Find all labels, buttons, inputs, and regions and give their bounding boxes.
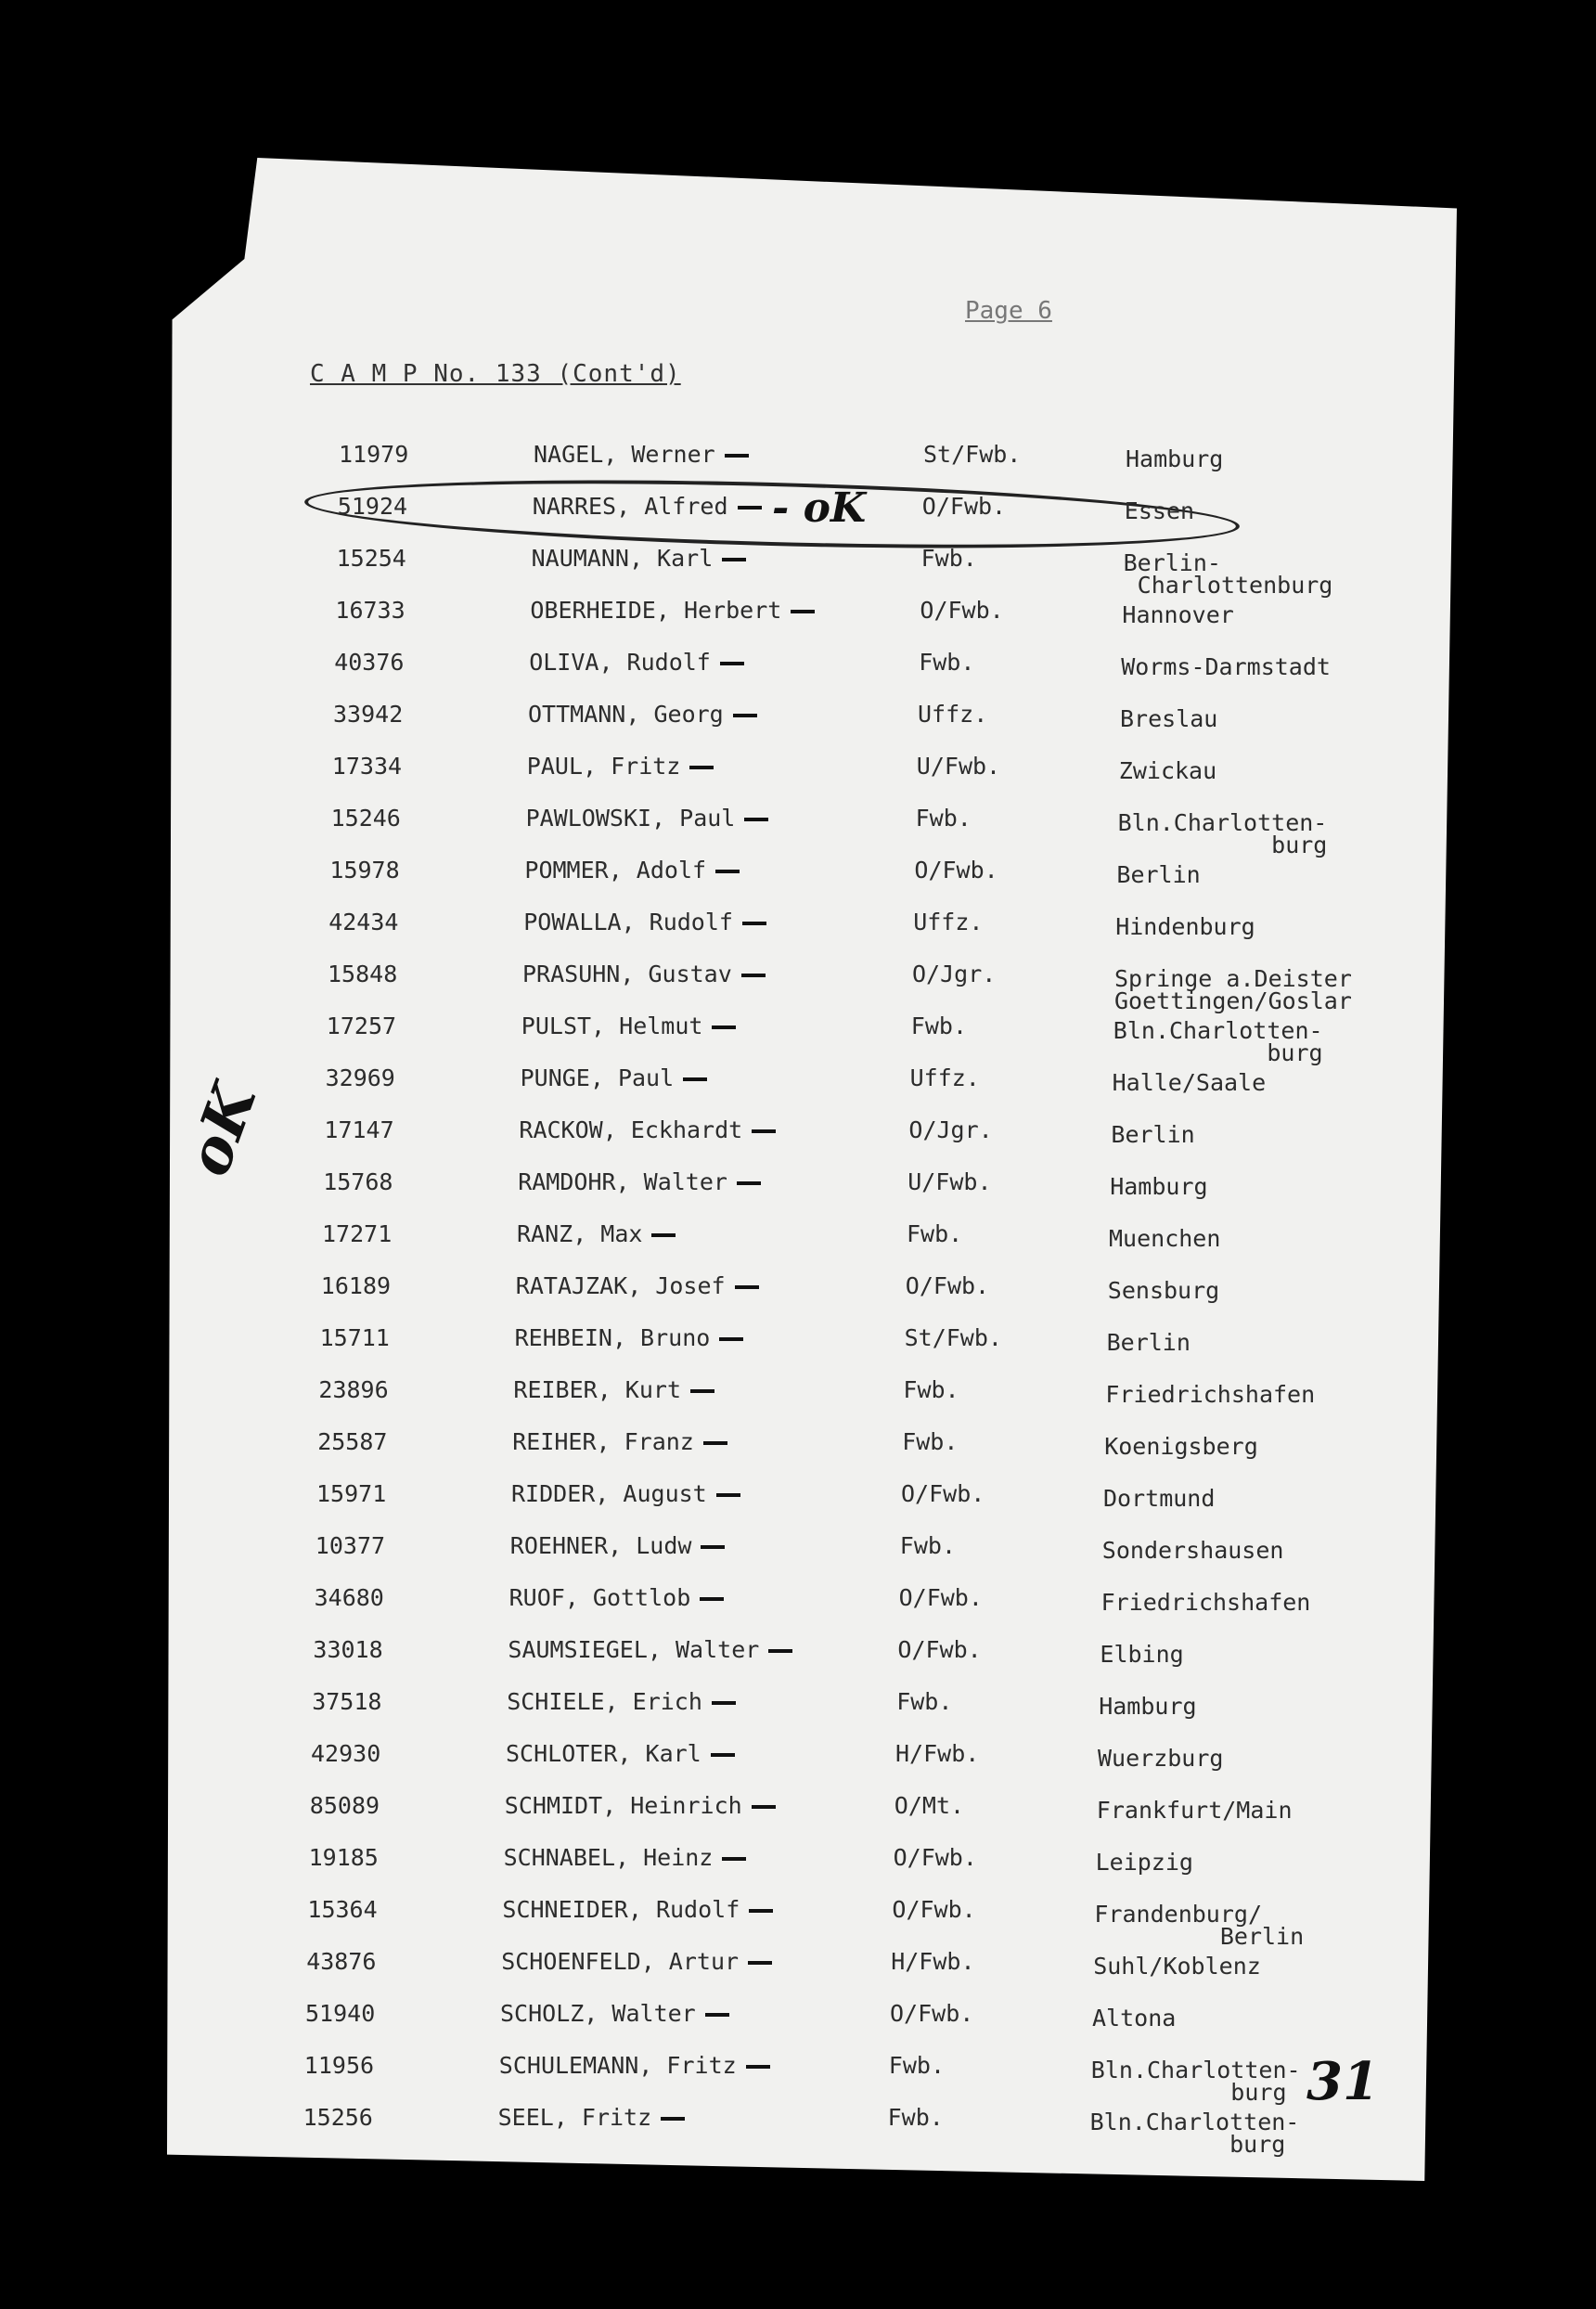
hometown: Berlin [1106,1329,1191,1356]
roster-number: 16189 [320,1272,392,1299]
rank: Fwb. [902,1428,959,1455]
handwritten-ok-inline: - oK [772,484,867,532]
hometown: Wuerzburg [1098,1745,1224,1772]
roster-number: 11956 [303,2052,375,2079]
person-name: RANZ, Max [517,1220,676,1247]
rank: Fwb. [907,1220,963,1247]
roster-number: 51940 [305,2000,376,2027]
rank: H/Fwb. [891,1948,975,1975]
person-name: SCHLOTER, Karl [506,1740,735,1767]
rank: U/Fwb. [916,753,1001,780]
hometown: Friedrichshafen [1100,1589,1311,1616]
hometown: Suhl/Koblenz [1093,1953,1261,1980]
roster-number: 42930 [311,1740,381,1767]
hometown: Berlin [1111,1121,1195,1148]
person-name: OBERHEIDE, Herbert [530,597,815,624]
hometown: Hindenburg [1115,913,1255,940]
rank: Fwb. [919,649,975,676]
person-name: POWALLA, Rudolf [523,909,766,935]
rank: Fwb. [899,1532,957,1559]
hometown: Frandenburg/ Berlin [1094,1901,1305,1950]
hometown: Berlin [1116,861,1201,888]
hometown: Berlin- Charlottenburg [1123,549,1333,599]
hometown: Muenchen [1109,1225,1221,1252]
person-name: RACKOW, Eckhardt [519,1116,776,1143]
person-name: SCHNABEL, Heinz [504,1844,747,1871]
roster-number: 40376 [334,649,405,676]
rank: O/Fwb. [914,857,998,884]
roster-number: 33942 [333,701,404,728]
roster-number: 10377 [315,1532,386,1559]
rank: Fwb. [888,2052,946,2079]
person-name: PUNGE, Paul [521,1064,708,1091]
roster-number: 17147 [324,1116,394,1143]
hometown: Frankfurt/Main [1096,1797,1293,1824]
hometown: Dortmund [1103,1485,1216,1512]
roster-number: 42434 [328,909,399,935]
hometown: Essen [1124,497,1195,524]
roster-number: 25587 [317,1428,388,1455]
roster-number: 15364 [307,1896,378,1923]
rank: Fwb. [920,545,977,572]
hometown: Springe a.Deister Goettingen/Goslar [1114,965,1352,1014]
rank: O/Fwb. [897,1636,982,1663]
rank: O/Jgr. [912,961,997,987]
roster-number: 15254 [336,545,406,572]
rank: Fwb. [915,805,972,832]
person-name: POMMER, Adolf [524,857,740,884]
hometown: Hamburg [1099,1693,1197,1720]
roster-number: 33018 [313,1636,383,1663]
person-name: PAWLOWSKI, Paul [526,805,769,832]
rank: O/Fwb. [890,2000,974,2027]
person-name: SCHNEIDER, Rudolf [502,1896,773,1923]
rank: Uffz. [909,1064,980,1091]
roster-number: 19185 [308,1844,379,1871]
roster-number: 32969 [325,1064,395,1091]
rank: O/Fwb. [893,1844,977,1871]
hometown: Breslau [1120,705,1218,732]
person-name: RUOF, Gottlob [509,1584,725,1611]
roster-number: 15978 [329,857,400,884]
hometown: Hannover [1122,601,1234,628]
page-number: Page 6 [965,297,1052,325]
person-name: OLIVA, Rudolf [529,649,744,676]
rank: Uffz. [918,701,988,728]
rank: Fwb. [896,1688,953,1715]
person-name: PULST, Helmut [521,1013,737,1039]
hometown: Sondershausen [1101,1537,1284,1564]
roster-number: 85089 [309,1792,380,1819]
roster-number: 15848 [328,961,398,987]
hometown: Altona [1092,2005,1177,2032]
hometown: Friedrichshafen [1105,1381,1316,1408]
roster-number: 43876 [306,1948,377,1975]
rank: O/Jgr. [908,1116,993,1143]
hometown: Bln.Charlotten- burg [1113,1017,1323,1066]
person-name: SEEL, Fritz [498,2104,686,2131]
hometown: Hamburg [1110,1173,1208,1200]
person-name: SCHOLZ, Walter [500,2000,729,2027]
roster-number: 17334 [331,753,403,780]
rank: Fwb. [887,2104,944,2131]
rank: St/Fwb. [904,1324,1002,1351]
person-name: PRASUHN, Gustav [522,961,766,987]
person-name: RIDDER, August [511,1480,740,1507]
person-name: SCHIELE, Erich [507,1688,736,1715]
roster-number: 11979 [339,441,409,468]
rank: O/Fwb. [898,1584,983,1611]
person-name: OTTMANN, Georg [528,701,757,728]
roster-number: 51924 [337,493,408,520]
roster-number: 34680 [314,1584,384,1611]
rank: Fwb. [910,1013,968,1039]
person-name: NARRES, Alfred [533,493,762,520]
person-name: NAGEL, Werner [534,441,749,468]
person-name: REIHER, Franz [512,1428,727,1455]
person-name: REHBEIN, Bruno [515,1324,744,1351]
roster-number: 15768 [323,1168,393,1195]
hometown: Bln.Charlotten- burg [1089,2109,1300,2158]
hometown: Leipzig [1095,1849,1193,1876]
hometown: Halle/Saale [1112,1069,1267,1096]
hometown: Hamburg [1126,445,1224,472]
rank: U/Fwb. [907,1168,992,1195]
rank: Uffz. [913,909,984,935]
person-name: SCHMIDT, Heinrich [505,1792,776,1819]
hometown: Sensburg [1107,1277,1220,1304]
person-name: NAUMANN, Karl [532,545,747,572]
roster-number: 17257 [326,1013,397,1039]
hometown: Koenigsberg [1104,1433,1258,1460]
rank: O/Fwb. [892,1896,976,1923]
rank: Fwb. [903,1376,959,1403]
person-name: PAUL, Fritz [527,753,714,780]
handwritten-ok-margin: oK [174,1075,271,1185]
rank: O/Mt. [894,1792,965,1819]
roster-number: 17271 [322,1220,393,1247]
rank: O/Fwb. [920,597,1004,624]
roster-number: 16733 [335,597,405,624]
hometown: Bln.Charlotten- burg [1090,2057,1301,2106]
roster-number: 15711 [319,1324,390,1351]
person-name: SCHULEMANN, Fritz [499,2052,770,2079]
rank: O/Fwb. [901,1480,985,1507]
roster-number: 37518 [312,1688,382,1715]
person-name: SAUMSIEGEL, Walter [508,1636,792,1663]
rank: H/Fwb. [895,1740,980,1767]
hometown: Bln.Charlotten- burg [1117,809,1328,858]
person-name: RATAJZAK, Josef [516,1272,759,1299]
camp-heading: C A M P No. 133 (Cont'd) [310,360,681,388]
handwritten-tally: 31 [1306,2051,1379,2112]
person-name: ROEHNER, Ludw [510,1532,726,1559]
roster-number: 15246 [330,805,401,832]
rank: O/Fwb. [921,493,1007,520]
roster-number: 23896 [318,1376,389,1403]
person-name: RAMDOHR, Walter [518,1168,761,1195]
rank: St/Fwb. [923,441,1022,468]
person-name: SCHOENFELD, Artur [501,1948,772,1975]
hometown: Worms-Darmstadt [1121,653,1331,680]
rank: O/Fwb. [905,1272,990,1299]
person-name: REIBER, Kurt [513,1376,714,1403]
hometown: Elbing [1100,1641,1184,1668]
roster-number: 15971 [316,1480,387,1507]
roster-number: 15256 [302,2104,373,2131]
hometown: Zwickau [1118,757,1217,784]
